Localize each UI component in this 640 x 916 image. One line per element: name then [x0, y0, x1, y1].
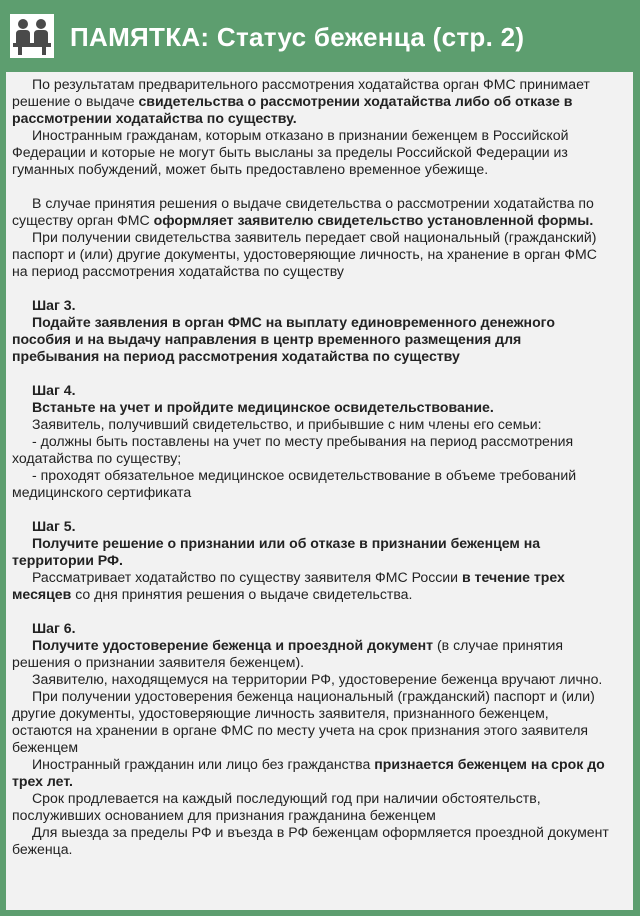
step-5-paragraph: Рассматривает ходатайство по существу заявителя ФМС России в течение трех месяцев со дня принятия решения о выдаче свидетельства. [12, 569, 565, 602]
step-6-paragraph-1: Заявителю, находящемуся на территории РФ, удостоверение беженца вручают лично. [32, 671, 603, 687]
step-4-paragraph: Заявитель, получивший свидетельство, и прибывшие с ним члены его семьи: [32, 416, 542, 432]
step-6-paragraph-4: Срок продлевается на каждый последующий год при наличии обстоятельств, послуживших основанием для признания гражданина беженцем [12, 790, 541, 823]
step-5-heading: Получите решение о признании или об отказе в признании беженцем на территории РФ. [12, 535, 541, 568]
step-6-label: Шаг 6. [32, 620, 76, 636]
memo-content [12, 76, 610, 858]
intro-paragraph-4: При получении свидетельства заявитель передает свой национальный (гражданский) паспорт и (или) другие документы, удостоверяющие личность, на хранение в орган ФМС на период рассмотрения ходатайства по существу [12, 229, 597, 279]
intro-paragraph-1: По результатам предварительного рассмотрения ходатайства орган ФМС принимает решение о выдаче свидетельства о рассмотрении ходатайства либо об отказе в рассмотрении ходатайства по существу. [12, 76, 590, 126]
step-6-paragraph-3: Иностранный гражданин или лицо без гражданства признается беженцем на срок до трех лет. [12, 756, 605, 789]
step-3-heading: Подайте заявления в орган ФМС на выплату единовременного денежного пособия и на выдачу направления в центр временного размещения для пребывания на период рассмотрения ходатайства по существу [12, 314, 555, 364]
step-4-heading: Встаньте на учет и пройдите медицинское освидетельствование. [32, 399, 494, 415]
people-at-desk-icon [10, 14, 54, 58]
step-6-heading: Получите удостоверение беженца и проездной документ (в случае принятия решения о признании заявителя беженцем). [12, 637, 564, 670]
step-5-label: Шаг 5. [32, 518, 76, 534]
step-4-label: Шаг 4. [32, 382, 76, 398]
intro-paragraph-2: Иностранным гражданам, которым отказано в признании беженцем в Российской Федерации и которые не могут быть высланы за пределы Российской Федерации из гуманных побуждений, может быть предоставлено временное убежище. [12, 127, 569, 177]
step-6-paragraph-2: При получении удостоверения беженца национальный (гражданский) паспорт и (или) другие документы, удостоверяющие личность заявителя, признанного беженцем, остаются на хранении в органе ФМС по месту учета на срок признания этого заявителя беженцем [12, 688, 595, 755]
intro-paragraph-3: В случае принятия решения о выдаче свидетельства о рассмотрении ходатайства по существу орган ФМС оформляет заявителю свидетельство установленной формы. [12, 195, 594, 228]
step-6-paragraph-5: Для выезда за пределы РФ и въезда в РФ беженцам оформляется проездной документ беженца. [12, 824, 609, 857]
step-4-item-1: - должны быть поставлены на учет по месту пребывания на период рассмотрения ходатайства по существу; [12, 433, 574, 466]
step-3-label: Шаг 3. [32, 297, 76, 313]
page-title: ПАМЯТКА: Статус беженца (стр. 2) [70, 22, 525, 52]
header-bar [0, 0, 640, 72]
step-4-item-2: - проходят обязательное медицинское освидетельствование в объеме требований медицинского сертификата [12, 467, 577, 500]
